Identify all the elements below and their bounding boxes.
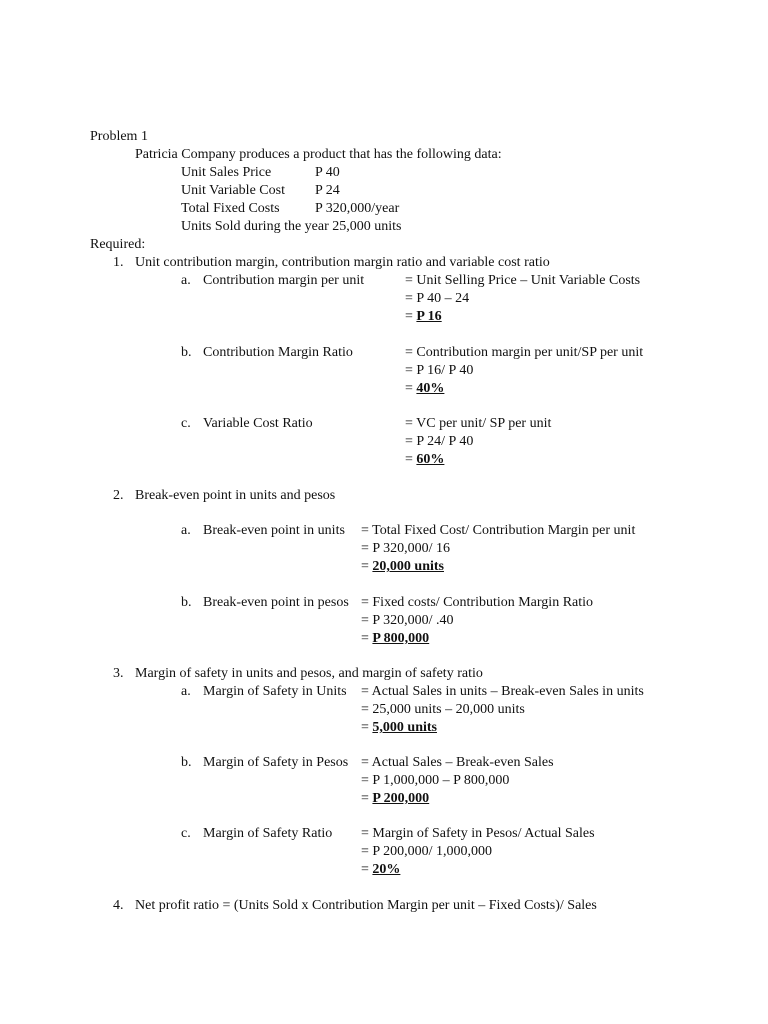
- item-result: P 200,000: [372, 791, 430, 806]
- item-formula: = Total Fixed Cost/ Contribution Margin per unit: [361, 523, 636, 538]
- item-calc: = P 320,000/ .40: [361, 613, 454, 628]
- units-sold: Units Sold during the year 25,000 units: [181, 219, 402, 234]
- item-letter: b.: [181, 755, 192, 770]
- item-calc: = P 40 – 24: [405, 291, 470, 306]
- item-result-line: = P 800,000: [361, 631, 430, 646]
- item-label: Margin of Safety in Pesos: [203, 755, 349, 770]
- item-formula: = Actual Sales in units – Break-even Sales in units: [361, 684, 644, 699]
- given-label: Unit Sales Price: [181, 165, 272, 180]
- item-formula: = Contribution margin per unit/SP per unit: [405, 345, 644, 360]
- item-calc: = P 320,000/ 16: [361, 541, 451, 556]
- item-result-line: = 20,000 units: [361, 559, 444, 574]
- item-result: P 800,000: [372, 631, 430, 646]
- question-number: 4.: [113, 898, 124, 913]
- question-text: Margin of safety in units and pesos, and margin of safety ratio: [135, 666, 483, 681]
- given-value: P 320,000/year: [315, 201, 400, 216]
- item-calc: = P 200,000/ 1,000,000: [361, 844, 493, 859]
- item-label: Variable Cost Ratio: [203, 416, 313, 431]
- item-label: Break-even point in units: [203, 523, 345, 538]
- problem-intro: Patricia Company produces a product that has the following data:: [135, 147, 502, 162]
- given-label: Total Fixed Costs: [181, 201, 280, 216]
- item-result-line: = 60%: [405, 452, 445, 467]
- item-letter: b.: [181, 345, 192, 360]
- item-letter: a.: [181, 523, 191, 538]
- item-result: 20,000 units: [372, 559, 444, 574]
- item-formula: = VC per unit/ SP per unit: [405, 416, 552, 431]
- item-letter: c.: [181, 416, 191, 431]
- item-formula: = Unit Selling Price – Unit Variable Costs: [405, 273, 641, 288]
- item-result-line: = 5,000 units: [361, 720, 437, 735]
- item-label: Margin of Safety in Units: [203, 684, 347, 699]
- question-number: 2.: [113, 488, 124, 503]
- item-result-line: = 20%: [361, 862, 401, 877]
- item-result: P 16: [416, 309, 442, 324]
- question-text: Break-even point in units and pesos: [135, 488, 336, 503]
- item-letter: a.: [181, 684, 191, 699]
- item-calc: = 25,000 units – 20,000 units: [361, 702, 525, 717]
- question-number: 3.: [113, 666, 124, 681]
- item-letter: b.: [181, 595, 192, 610]
- item-formula: = Actual Sales – Break-even Sales: [361, 755, 554, 770]
- given-value: P 40: [315, 165, 340, 180]
- item-result-line: = P 16: [405, 309, 442, 324]
- item-letter: c.: [181, 826, 191, 841]
- item-label: Contribution margin per unit: [203, 273, 365, 288]
- item-formula: = Fixed costs/ Contribution Margin Ratio: [361, 595, 594, 610]
- problem-title: Problem 1: [90, 129, 148, 144]
- item-result: 40%: [416, 381, 445, 396]
- given-value: P 24: [315, 183, 340, 198]
- item-result: 60%: [416, 452, 445, 467]
- question-number: 1.: [113, 255, 124, 270]
- item-letter: a.: [181, 273, 191, 288]
- given-label: Unit Variable Cost: [181, 183, 285, 198]
- item-label: Margin of Safety Ratio: [203, 826, 333, 841]
- item-result-line: = 40%: [405, 381, 445, 396]
- item-label: Break-even point in pesos: [203, 595, 349, 610]
- question-text: Unit contribution margin, contribution margin ratio and variable cost ratio: [135, 255, 550, 270]
- item-result-line: = P 200,000: [361, 791, 430, 806]
- item-calc: = P 24/ P 40: [405, 434, 474, 449]
- item-label: Contribution Margin Ratio: [203, 345, 353, 360]
- required-heading: Required:: [90, 237, 146, 252]
- item-result: 5,000 units: [372, 720, 437, 735]
- item-calc: = P 1,000,000 – P 800,000: [361, 773, 510, 788]
- question-text: Net profit ratio = (Units Sold x Contribution Margin per unit – Fixed Costs)/ Sales: [135, 898, 597, 913]
- item-calc: = P 16/ P 40: [405, 363, 474, 378]
- item-formula: = Margin of Safety in Pesos/ Actual Sales: [361, 826, 595, 841]
- item-result: 20%: [372, 862, 401, 877]
